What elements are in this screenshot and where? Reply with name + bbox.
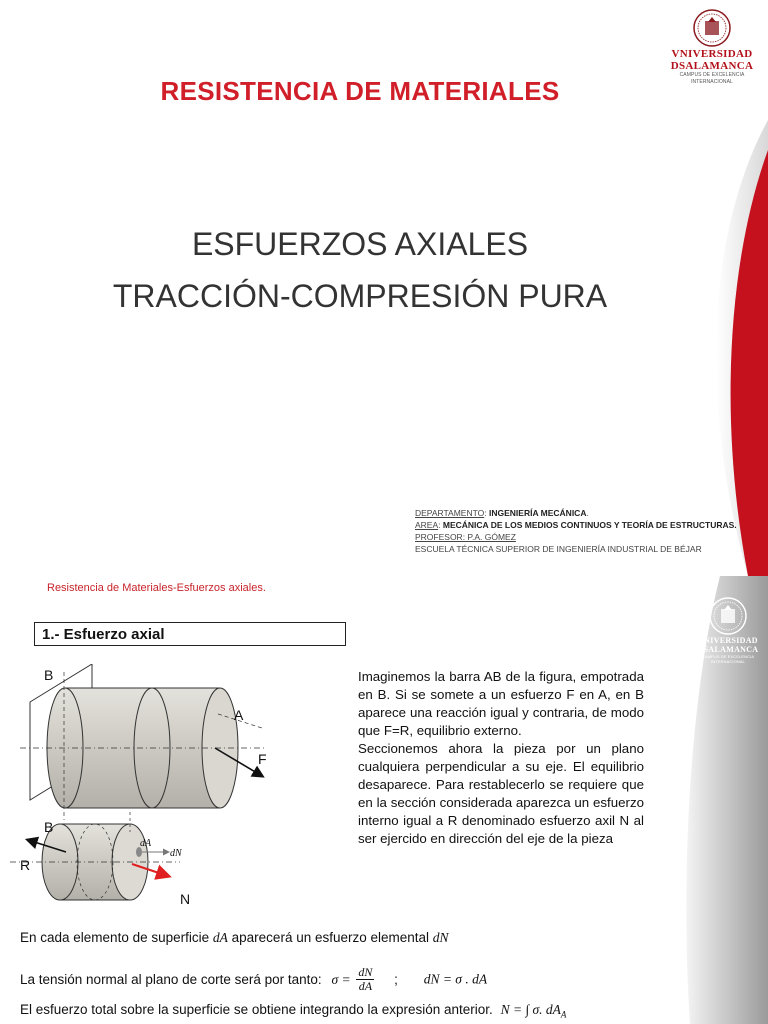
department-label: DEPARTAMENTO: [415, 508, 485, 518]
department-value: INGENIERÍA MECÁNICA: [489, 508, 587, 518]
eq2-separator: ;: [394, 972, 398, 987]
department-line: DEPARTAMENTO: INGENIERÍA MECÁNICA.: [415, 508, 589, 518]
equation-line-1: [20, 930, 449, 946]
university-logo: [662, 8, 762, 86]
eq3-text: El esfuerzo total sobre la superficie se obtiene integrando la expresión anterior.: [20, 1002, 493, 1017]
eq1-text: En cada elemento de superficie: [20, 930, 210, 945]
label-f: F: [258, 751, 267, 767]
slide-title-line1: ESFUERZOS AXIALES: [191, 226, 529, 262]
logo-name-line2: DSALAMANCA: [697, 645, 759, 654]
eq2-rhs: dN = σ . dA: [423, 971, 488, 987]
eq2-numerator: dN: [358, 965, 373, 979]
logo-subtitle: CAMPUS DE EXCELENCIA INTERNACIONAL: [679, 72, 745, 85]
label-dn: dN: [170, 848, 182, 859]
section-title-box: [34, 622, 346, 646]
course-title: RESISTENCIA DE MATERIALES: [160, 76, 560, 106]
eq2-sigma: σ =: [331, 971, 351, 987]
school-line: ESCUELA TÉCNICA SUPERIOR DE INGENIERÍA INDUSTRIAL DE BÉJAR: [415, 544, 702, 554]
slide-header: Resistencia de Materiales-Esfuerzos axiales.: [47, 582, 266, 594]
equation-line-2: [20, 966, 487, 993]
area-label: AREA: [415, 520, 439, 530]
label-r: R: [20, 857, 31, 873]
equation-line-3: [20, 1002, 566, 1020]
explanation-text: [358, 668, 644, 848]
eq1-mid-text: aparecerá un esfuerzo elemental: [231, 930, 430, 945]
lower-bar-drawing: [10, 812, 190, 907]
axial-bar-figure: [0, 664, 350, 924]
logo-name-line1: VNIVERSIDAD: [698, 636, 758, 645]
content-slide: [0, 576, 768, 1024]
area-line: AREA: MECÁNICA DE LOS MEDIOS CONTINUOS Y TEORÍA DE ESTRUCTURAS.: [415, 520, 737, 530]
label-b-lower: B: [44, 819, 54, 835]
area-value: MECÁNICA DE LOS MEDIOS CONTINUOS Y TEORÍA DE ESTRUCTURAS.: [442, 520, 737, 530]
label-b-upper: B: [44, 667, 54, 683]
logo-name-line2: DSALAMANCA: [670, 60, 754, 72]
eq3-formula: N = ∫ σ. dA: [500, 1002, 561, 1017]
department-info: [415, 507, 737, 555]
label-da: dA: [140, 838, 152, 849]
university-logo-small: [692, 596, 764, 664]
eq1-var-dn: dN: [432, 930, 449, 945]
slide-title-line2: TRACCIÓN-COMPRESIÓN PURA: [112, 278, 608, 314]
label-n: N: [180, 891, 191, 907]
eq3-subscript: A: [560, 1009, 567, 1020]
professor-line: PROFESOR: P.A. GÓMEZ: [415, 532, 516, 542]
paragraph-1: Imaginemos la barra AB de la figura, empotrada en B. Si se somete a un esfuerzo F en A, en B aparece una reacción igual y contraria, de modo que F=R, equilibrio externo.: [358, 669, 644, 738]
logo-name-line1: VNIVERSIDAD: [671, 48, 753, 60]
eq2-text: La tensión normal al plano de corte será por tanto:: [20, 972, 322, 987]
paragraph-2: Seccionemos ahora la pieza por un plano cualquiera perpendicular a su eje. El equilibrio desaparece. Para restablecerlo se requiere que en la sección considerada aparezca un esfuerzo interno igual a R denominado esfuerzo axil N al ser ejercido en dirección del eje de la pieza: [358, 741, 644, 846]
section-title: 1.- Esfuerzo axial: [42, 626, 165, 643]
eq2-fraction: [356, 966, 374, 993]
university-crest-icon: [708, 596, 748, 636]
logo-subtitle: CAMPUS DE EXCELENCIA INTERNACIONAL: [701, 654, 755, 664]
label-a: A: [234, 707, 244, 723]
university-crest-icon: [692, 8, 732, 48]
upper-bar-drawing: [20, 664, 267, 820]
eq1-var-da: dA: [212, 930, 228, 945]
eq2-denominator: dA: [358, 979, 373, 993]
